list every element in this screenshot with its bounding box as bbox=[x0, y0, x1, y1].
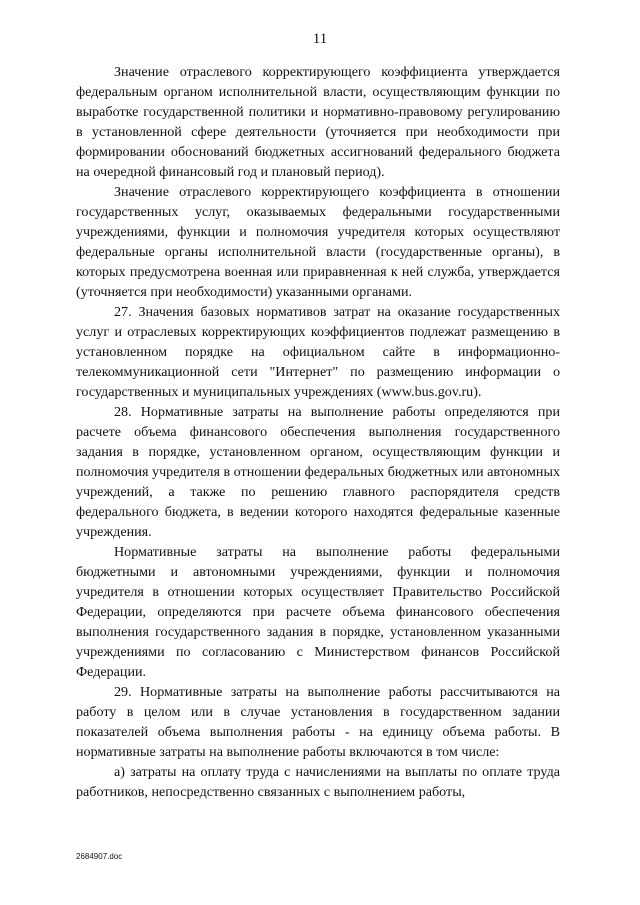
paragraph-29: 29. Нормативные затраты на выполнение работы рассчитываются на работу в целом или в случае установления в государственном задании показателей объема выполнения работы - на единицу объема работы. В нормативные затраты на выполнение работы включаются в том числе: bbox=[76, 684, 560, 760]
paragraph-coefficient-approval: Значение отраслевого корректирующего коэффициента утверждается федеральным органом исполнительной власти, осуществляющим функции по выработке государственной политики и нормативно-правовому регулированию в установленной сфере деятельности (уточняется при необходимости при формировании обоснований бюджетных ассигнований федерального бюджета на очередной финансовый год и плановый период). bbox=[76, 64, 560, 180]
paragraph-27: 27. Значения базовых нормативов затрат на оказание государственных услуг и отраслевых корректирующих коэффициентов подлежат размещению в установленном порядке на официальном сайте в информационно-телекоммуникационной сети "Интернет" по размещению информации о государственных и муниципальных учреждениях (www.bus.gov.ru). bbox=[76, 304, 560, 400]
paragraph-28: 28. Нормативные затраты на выполнение работы определяются при расчете объема финансового обеспечения выполнения государственного задания в порядке, установленном органом, осуществляющим функции и полномочия учредителя в отношении федеральных бюджетных или автономных учреждений, а также по решению главного распорядителя средств федерального бюджета, в ведении которого находятся федеральные казенные учреждения. bbox=[76, 404, 560, 540]
paragraph-28-government: Нормативные затраты на выполнение работы федеральными бюджетными и автономными учреждениями, функции и полномочия учредителя в отношении которых осуществляет Правительство Российской Федерации, определяются при расчете объема финансового обеспечения выполнения государственного задания в порядке, установленном указанными учреждениями по согласованию с Министерством финансов Российской Федерации. bbox=[76, 544, 560, 680]
document-body bbox=[76, 62, 560, 802]
paragraph-29-a: а) затраты на оплату труда с начислениями на выплаты по оплате труда работников, непосредственно связанных с выполнением работы, bbox=[76, 764, 560, 800]
paragraph-coefficient-military: Значение отраслевого корректирующего коэффициента в отношении государственных услуг, оказываемых федеральными государственными учреждениями, функции и полномочия учредителя которых осуществляют федеральные органы исполнительной власти (государственные органы), в которых предусмотрена военная или приравненная к ней служба, утверждается (уточняется при необходимости) указанными органами. bbox=[76, 184, 560, 300]
page-number: 11 bbox=[312, 31, 328, 47]
document-code: 2684907.doc bbox=[76, 852, 123, 861]
